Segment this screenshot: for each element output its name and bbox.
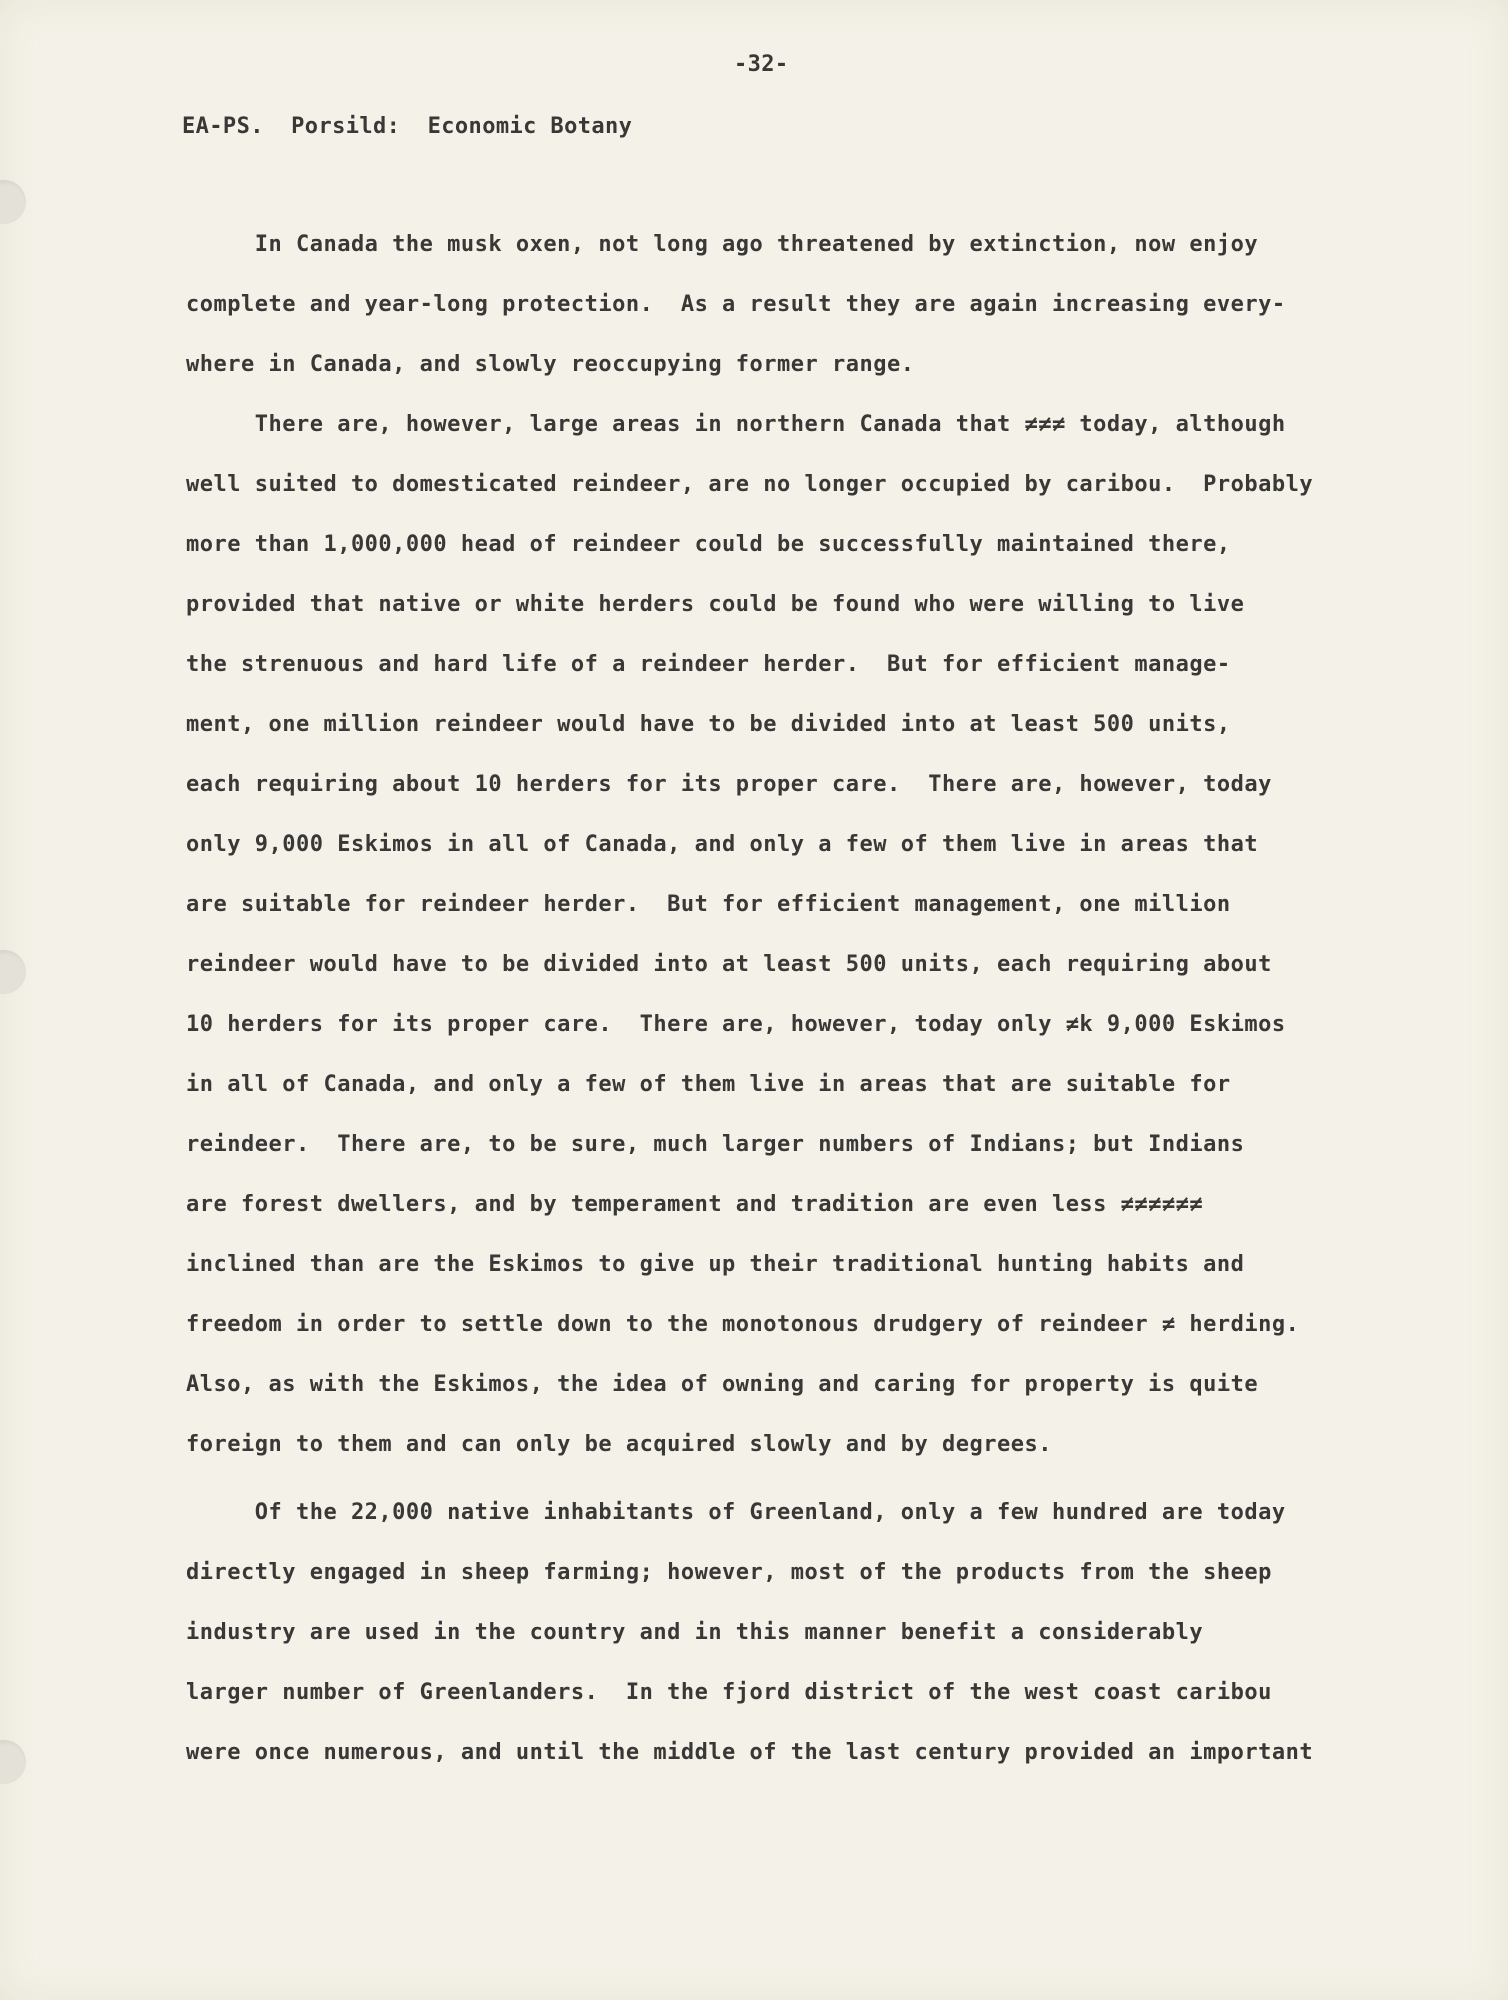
text-line: complete and year-long protection. As a result they are again increasing every- <box>186 292 1286 317</box>
text-line: There are, however, large areas in northern Canada that ≠≠≠ today, although <box>186 412 1286 437</box>
text-line: larger number of Greenlanders. In the fjord district of the west coast caribou <box>186 1680 1272 1705</box>
punch-hole-bottom <box>0 1740 26 1784</box>
text-line: more than 1,000,000 head of reindeer could be successfully maintained there, <box>186 532 1231 557</box>
text-line: inclined than are the Eskimos to give up their traditional hunting habits and <box>186 1252 1245 1277</box>
page-number: -32- <box>734 52 789 77</box>
text-line: only 9,000 Eskimos in all of Canada, and only a few of them live in areas that <box>186 832 1259 857</box>
text-line: reindeer. There are, to be sure, much larger numbers of Indians; but Indians <box>186 1132 1245 1157</box>
text-line: 10 herders for its proper care. There are, however, today only ≠k 9,000 Eskimos <box>186 1012 1286 1037</box>
text-line: reindeer would have to be divided into at least 500 units, each requiring about <box>186 952 1272 977</box>
document-header: EA-PS. Porsild: Economic Botany <box>182 114 633 139</box>
text-line: provided that native or white herders could be found who were willing to live <box>186 592 1245 617</box>
text-line: well suited to domesticated reindeer, are no longer occupied by caribou. Probably <box>186 472 1314 497</box>
text-line: where in Canada, and slowly reoccupying former range. <box>186 352 915 377</box>
punch-hole-middle <box>0 950 26 994</box>
text-line: ment, one million reindeer would have to be divided into at least 500 units, <box>186 712 1231 737</box>
text-line: each requiring about 10 herders for its proper care. There are, however, today <box>186 772 1272 797</box>
text-line: freedom in order to settle down to the monotonous drudgery of reindeer ≠ herding. <box>186 1312 1300 1337</box>
text-line: directly engaged in sheep farming; however, most of the products from the sheep <box>186 1560 1272 1585</box>
text-line: Also, as with the Eskimos, the idea of owning and caring for property is quite <box>186 1372 1259 1397</box>
text-line: are suitable for reindeer herder. But for efficient management, one million <box>186 892 1231 917</box>
text-line: are forest dwellers, and by temperament and tradition are even less ≠≠≠≠≠≠ <box>186 1192 1204 1217</box>
text-line: the strenuous and hard life of a reindeer herder. But for efficient manage- <box>186 652 1231 677</box>
text-line: Of the 22,000 native inhabitants of Greenland, only a few hundred are today <box>186 1500 1286 1525</box>
text-line: In Canada the musk oxen, not long ago threatened by extinction, now enjoy <box>186 232 1259 257</box>
text-line: foreign to them and can only be acquired slowly and by degrees. <box>186 1432 1052 1457</box>
text-line: were once numerous, and until the middle of the last century provided an important <box>186 1740 1314 1765</box>
text-line: in all of Canada, and only a few of them live in areas that are suitable for <box>186 1072 1231 1097</box>
punch-hole-top <box>0 180 26 224</box>
text-line: industry are used in the country and in this manner benefit a considerably <box>186 1620 1204 1645</box>
